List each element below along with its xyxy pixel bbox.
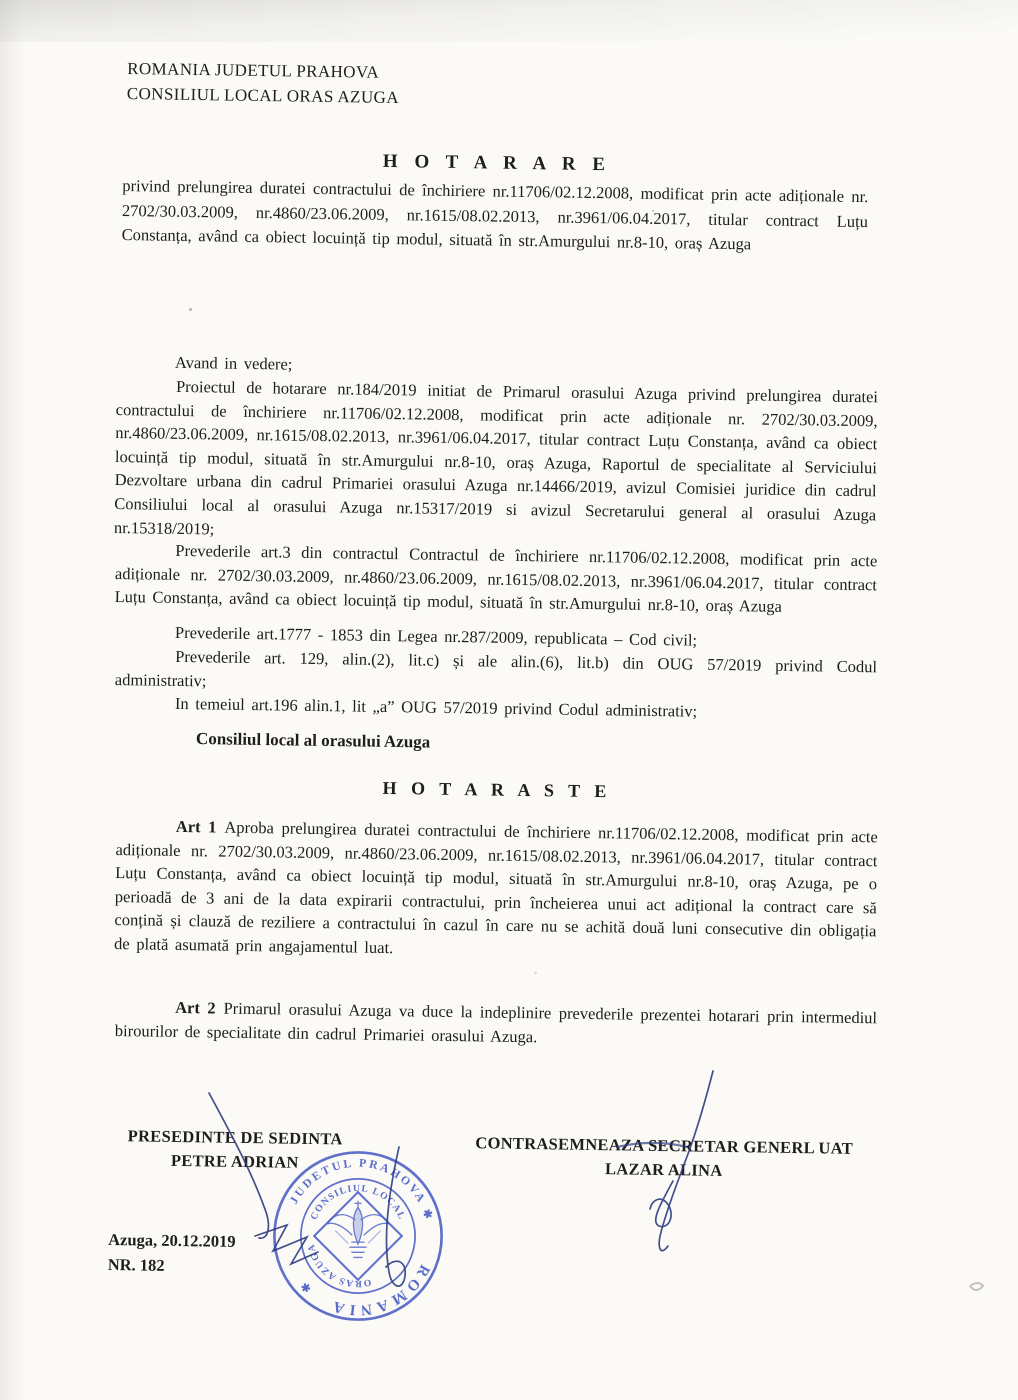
secretary-role: CONTRASEMNEAZA SECRETAR GENERL UAT bbox=[475, 1133, 854, 1158]
issue-place-date: Azuga, 20.12.2019 bbox=[108, 1230, 236, 1251]
issuing-authority-header bbox=[127, 56, 400, 110]
document-title: H O T A R A R E bbox=[382, 150, 612, 176]
recital-paragraph: Prevederile art.3 din contractul Contractul de închiriere nr.11706/02.12.2008, modificat prin acte adiționale nr. 2702/30.03.2009, nr.4860/23.06.2009, nr.1615/08.02.2013, nr.3961/06.04.2017, titular contract Luțu Constanța, având ca obiect locuință tip modul, situată în str.Amurgului nr.8-10, oraș Azuga bbox=[114, 540, 878, 617]
scan-edge-shadow bbox=[0, 0, 1018, 42]
stamp-country-text: ROMANIA bbox=[326, 1261, 434, 1319]
issue-number: NR. 182 bbox=[107, 1254, 165, 1275]
signature-block-secretary bbox=[458, 1131, 871, 1185]
stamp-eagle-crest-icon bbox=[327, 1201, 388, 1257]
preamble-label: Avand in vedere; bbox=[174, 352, 293, 374]
scan-speck bbox=[189, 308, 192, 311]
svg-text:✱ bbox=[420, 1208, 434, 1221]
enacting-authority-line: Consiliul local al orasului Azuga bbox=[195, 729, 431, 752]
pencil-mark bbox=[970, 1283, 983, 1290]
country-county-line: ROMANIA JUDETUL PRAHOVA bbox=[127, 59, 380, 82]
stamp-council-text: CONSILIUL LOCAL bbox=[308, 1183, 408, 1222]
recital-paragraph: Prevederile art.1777 - 1853 din Legea nr.287/2009, republicata – Cod civil; bbox=[174, 622, 698, 650]
issue-place-date-number bbox=[108, 1227, 236, 1279]
recital-paragraph: Proiectul de hotarare nr.184/2019 initiat de Primarul orasului Azuga privind prelungirea duratei contractului de închiriere nr.11706/02.12.2008, modificat prin acte adiționale nr. 2702/30.03.2009, nr.4860/23.06.2009, nr.1615/08.02.2013, nr.3961/06.04.2017, titular contract Luțu Constanța, având ca obiect locuință tip modul, situată în str.Amurgului nr.8-10, oraș Azuga, Raportul de specialitate al Serviciului Dezvoltare urbana din cadrul Primariei orasului Azuga nr.14466/2019, avizul Comisiei juridice din cadrul Consiliului local al orasului Azuga nr.15317/2019 si avizul Secretarului general al orasului Azuga nr.15318/2019; bbox=[113, 376, 879, 539]
article-1-text: Aproba prelungirea duratei contractului de închiriere nr.11706/02.12.2008, modificat prin acte adiționale nr. 2702/30.03.2009, nr.4860/23.06.2009, nr.1615/08.02.2013, nr.3961/06.04.2017, titular contract Luțu Constanța, având ca obiect locuință tip modul, situată în str.Amurgului nr.8-10, oraș Azuga, pe o perioadă de 3 ani de la data expirarii contractului, prin încheierea unui act adițional la contract care să conțină și clauză de reziliere a contractului în cazul în care nu se achită două luni consecutive din obligația de plată asumată prin angajamentul luat. bbox=[113, 817, 878, 958]
scan-edge-shadow-left bbox=[0, 0, 26, 1400]
president-name: PETRE ADRIAN bbox=[170, 1150, 299, 1172]
article-1-paragraph bbox=[114, 814, 878, 967]
council-line: CONSILIUL LOCAL ORAS AZUGA bbox=[126, 83, 400, 108]
svg-text:ORAS AZUGA bbox=[306, 1242, 372, 1289]
scan-speck bbox=[534, 972, 537, 974]
official-stamp bbox=[254, 1132, 462, 1340]
stamp-star-icon: ✱ bbox=[419, 1207, 435, 1221]
article-1-label: Art 1 bbox=[175, 816, 217, 837]
decision-heading: H O T A R A S T E bbox=[382, 777, 612, 802]
recital-paragraph: Prevederile art. 129, alin.(2), lit.c) și ale alin.(6), lit.b) din OUG 57/2019 privind Codul administrativ; bbox=[114, 646, 878, 690]
article-2-text: Primarul orasului Azuga va duce la indeplinire prevederile prezentei hotarari prin intermediul birourilor de specialitate din cadrul Primariei orasului Azuga. bbox=[114, 998, 878, 1046]
article-2-paragraph bbox=[115, 995, 878, 1053]
document-subtitle: privind prelungirea duratei contractului de închiriere nr.11706/02.12.2008, modificat prin acte adiționale nr. 2702/30.03.2009, nr.4860/23.06.2009, nr.1615/08.02.2013, nr.3961/06.04.2017, titular contract Luțu Constanța, având ca obiect locuință tip modul, situată în str.Amurgului nr.8-10, oraș Azuga bbox=[121, 176, 869, 254]
stamp-star-icon: ✱ bbox=[299, 1279, 315, 1295]
president-role: PRESEDINTE DE SEDINTA bbox=[127, 1126, 343, 1149]
recital-paragraph: In temeiul art.196 alin.1, lit „a” OUG 57/2019 privind Codul administrativ; bbox=[174, 693, 698, 721]
stamp-county-text: JUDETUL PRAHOVA bbox=[287, 1156, 429, 1207]
svg-text:JUDETUL PRAHOVA bbox=[287, 1157, 428, 1207]
article-2-label: Art 2 bbox=[175, 997, 216, 1018]
stamp-town-text: ORAS AZUGA bbox=[305, 1242, 373, 1289]
svg-text:✱ bbox=[299, 1279, 314, 1294]
secretary-name: LAZAR ALINA bbox=[604, 1159, 723, 1180]
